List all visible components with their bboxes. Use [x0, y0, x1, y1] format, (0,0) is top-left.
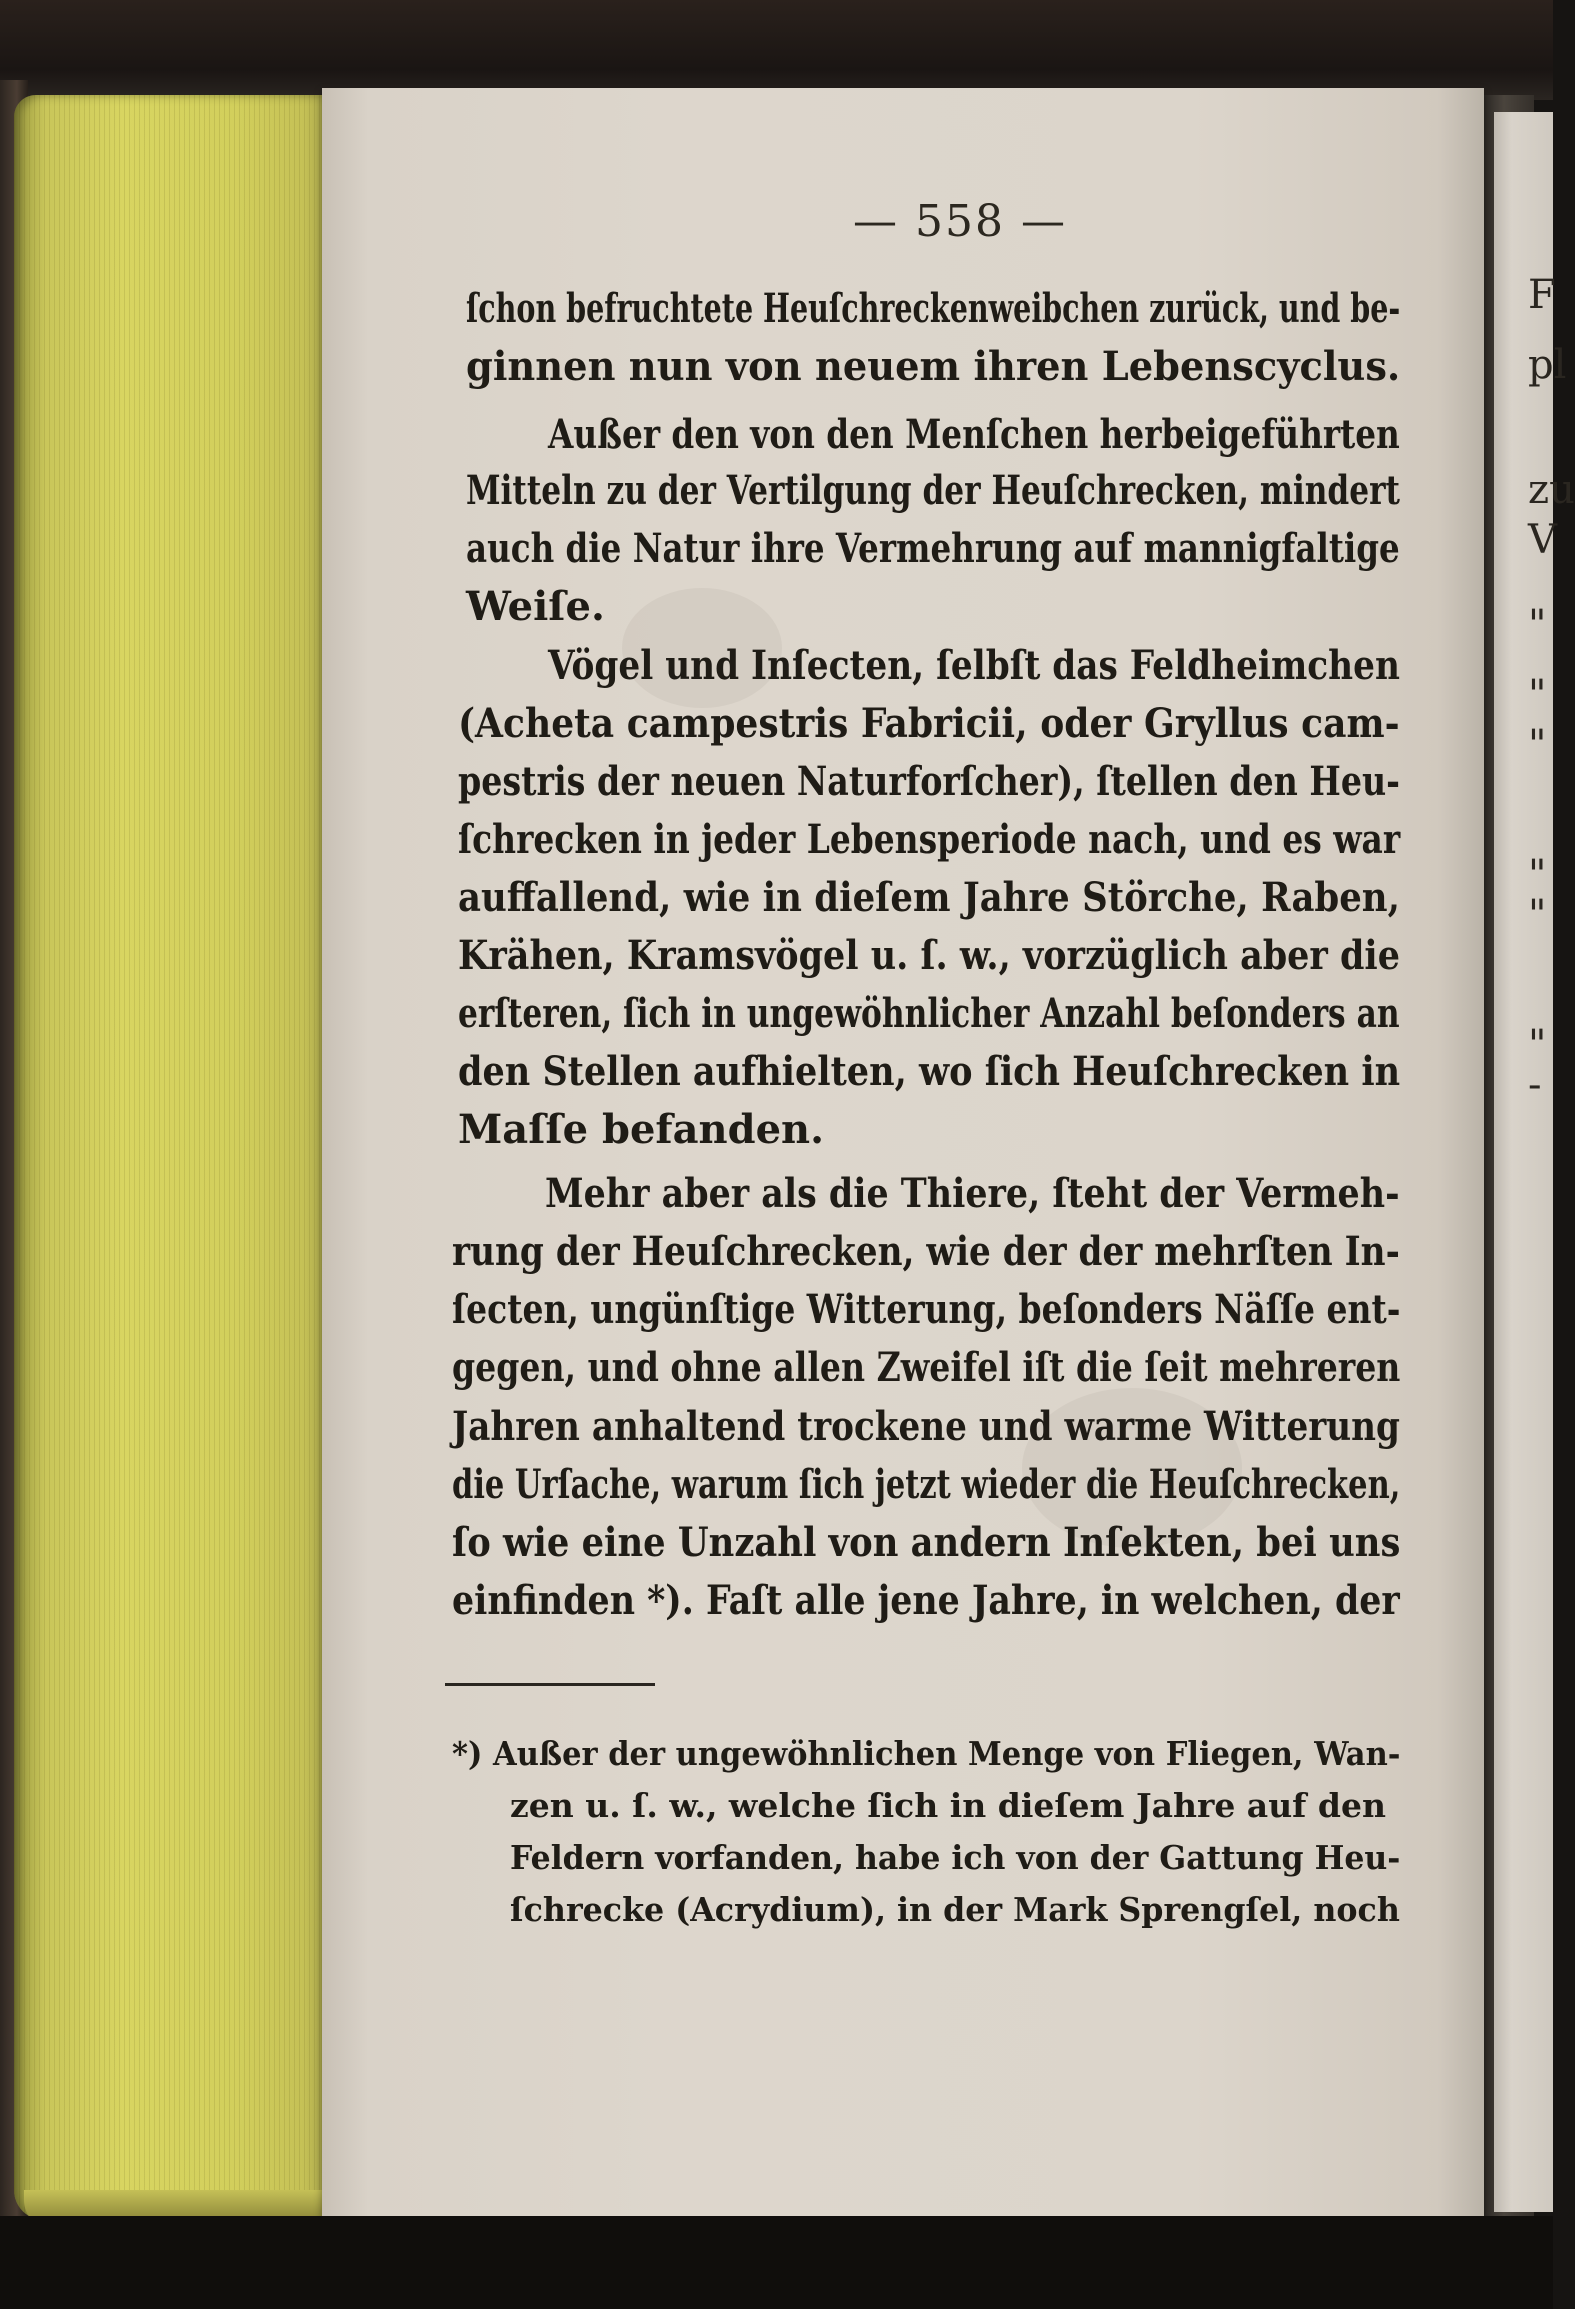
body-line: Weiſe. — [466, 583, 605, 630]
body-line: Krähen, Kramsvögel u. ſ. w., vorzüglich aber die — [458, 932, 1400, 979]
body-line: gegen, und ohne allen Zweifel iſt die ſeit mehreren — [452, 1344, 1401, 1391]
facing-page-fragment: pl — [1528, 342, 1567, 388]
body-line: ſo wie eine Unzahl von andern Inſekten, bei uns — [452, 1519, 1401, 1566]
body-line: Jahren anhaltend trockene und warme Witterung — [452, 1403, 1400, 1450]
body-line: ginnen nun von neuem ihren Lebenscyclus. — [466, 343, 1401, 390]
body-line: einfinden *). Faſt alle jene Jahre, in welchen, der — [452, 1577, 1400, 1624]
facing-page-fragment: V — [1528, 517, 1557, 563]
footnote-line: ſchrecke (Acrydium), in der Mark Sprengſel, noch — [510, 1890, 1400, 1929]
facing-page-fragment: " — [1528, 602, 1547, 648]
body-line: ſecten, ungünſtige Witterung, beſonders Näſſe ent- — [452, 1286, 1401, 1333]
body-line: Maſſe befanden. — [458, 1106, 825, 1153]
book-cover-top — [0, 0, 1553, 100]
facing-page-fragment: " — [1528, 892, 1547, 938]
facing-page-fragment: - — [1528, 1062, 1542, 1108]
facing-page-fragment: F — [1528, 272, 1556, 318]
body-line: auch die Natur ihre Vermehrung auf mannigfaltige — [466, 525, 1400, 572]
footnote-line: Feldern vorfanden, habe ich von der Gattung Heu- — [510, 1838, 1401, 1877]
facing-page-fragment: " — [1528, 1022, 1547, 1068]
body-line: erſteren, ſich in ungewöhnlicher Anzahl beſonders an — [458, 990, 1400, 1037]
footnote-rule — [445, 1683, 655, 1686]
body-line: pestris der neuen Naturforſcher), ſtellen den Heu- — [458, 758, 1400, 805]
body-line: den Stellen aufhielten, wo ſich Heuſchrecken in — [458, 1048, 1401, 1095]
body-line: ſchrecken in jeder Lebensperiode nach, und es war — [458, 816, 1401, 863]
footnote-line: *) Außer der ungewöhnlichen Menge von Fliegen, Wan- — [452, 1734, 1401, 1773]
body-line: (Acheta campestris Fabricii, oder Gryllus cam- — [458, 700, 1400, 747]
body-line: ſchon befruchtete Heuſchreckenweibchen zurück, und be- — [466, 285, 1401, 332]
page-number: — 558 — — [853, 196, 1067, 247]
body-line: Vögel und Inſecten, ſelbſt das Feldheimchen — [548, 642, 1400, 689]
body-line: Außer den von den Menſchen herbeigeführten — [548, 411, 1400, 458]
facing-page — [1494, 112, 1575, 2212]
facing-page-fragment: " — [1528, 722, 1547, 768]
body-line: rung der Heuſchrecken, wie der der mehrſten In- — [452, 1228, 1400, 1275]
footnote-line: zen u. ſ. w., welche ſich in dieſem Jahre auf den — [510, 1786, 1386, 1825]
page-edges — [14, 95, 329, 2220]
facing-page-fragment: " — [1528, 852, 1547, 898]
facing-page-fragment: " — [1528, 672, 1547, 718]
body-line: Mehr aber als die Thiere, ſteht der Vermeh- — [545, 1170, 1400, 1217]
body-line: auffallend, wie in dieſem Jahre Störche, Raben, — [458, 874, 1400, 921]
body-line: die Urſache, warum ſich jetzt wieder die Heuſchrecken, — [452, 1461, 1401, 1508]
scan-background-bottom — [0, 2216, 1553, 2309]
body-line: Mitteln zu der Vertilgung der Heuſchrecken, mindert — [466, 467, 1400, 514]
facing-page-fragment: zu — [1528, 467, 1575, 513]
